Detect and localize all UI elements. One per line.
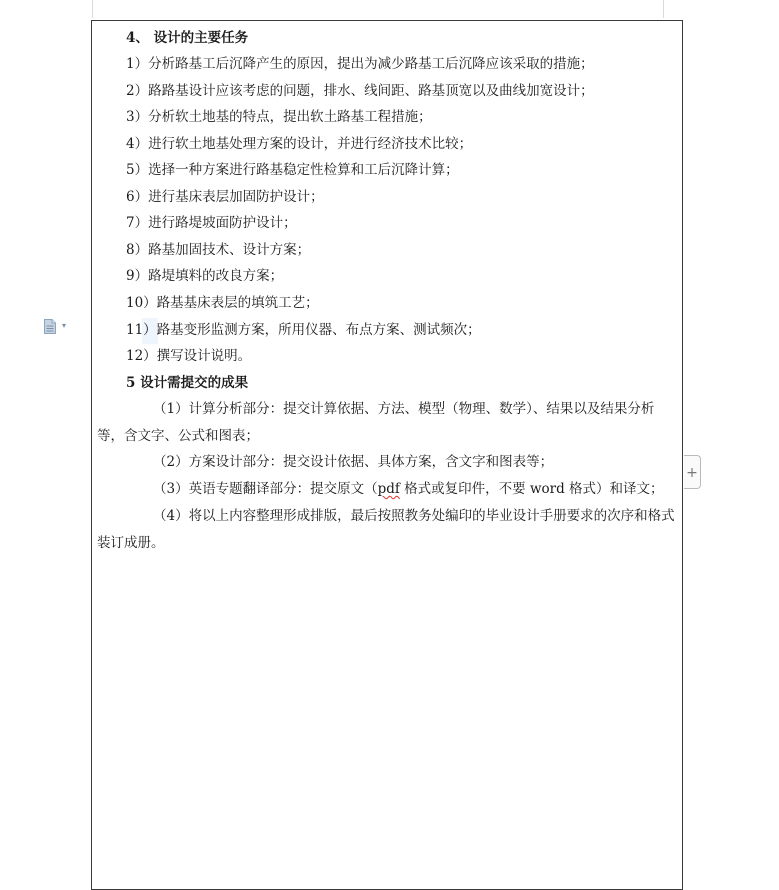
section-4-heading: 4、 设计的主要任务 bbox=[126, 30, 249, 46]
deliverable-paragraph-3 bbox=[97, 476, 679, 503]
spellcheck-flagged-word: pdf bbox=[377, 481, 400, 497]
deliverable-paragraph-1: （1）计算分析部分：提交计算依据、方法、模型（物理、数学）、结果以及结果分析等，含文字、公式和图表； bbox=[97, 401, 655, 444]
task-item-4: 4）进行软土地基处理方案的设计，并进行经济技术比较； bbox=[126, 136, 473, 152]
task-item-10: 10）路基基床表层的填筑工艺； bbox=[126, 295, 319, 311]
deliverable-p3-text-start: （3）英语专题翻译部分：提交原文（ bbox=[153, 481, 378, 497]
task-item-8: 8）路基加固技术、设计方案； bbox=[126, 242, 311, 258]
task-item-11: 11）路基变形监测方案，所用仪器、布点方案、测试频次； bbox=[126, 322, 481, 338]
task-item-12: 12）撰写设计说明。 bbox=[126, 348, 252, 364]
add-row-button[interactable]: + bbox=[684, 455, 701, 489]
task-item-3: 3）分析软土地基的特点，提出软土路基工程措施； bbox=[126, 109, 432, 125]
page-edge-right bbox=[663, 0, 664, 18]
section-5-heading: 5 设计需提交的成果 bbox=[126, 375, 249, 391]
deliverable-paragraph-4: （4）将以上内容整理形成排版，最后按照教务处编印的毕业设计手册要求的次序和格式装订成册。 bbox=[97, 508, 675, 551]
task-item-9: 9）路堤填料的改良方案； bbox=[126, 268, 284, 284]
task-item-1: 1）分析路基工后沉降产生的原因，提出为减少路基工后沉降应该采取的措施； bbox=[126, 56, 594, 72]
page-edge-left bbox=[92, 0, 93, 18]
task-item-7: 7）进行路堤坡面防护设计； bbox=[126, 215, 297, 231]
chevron-down-icon[interactable]: ▾ bbox=[62, 321, 67, 330]
task-item-2: 2）路路基设计应该考虑的问题，排水、线间距、路基顶宽以及曲线加宽设计； bbox=[126, 83, 594, 99]
task-item-6: 6）进行基床表层加固防护设计； bbox=[126, 189, 324, 205]
document-icon[interactable] bbox=[44, 319, 56, 334]
task-item-5: 5）选择一种方案进行路基稳定性检算和工后沉降计算； bbox=[126, 162, 459, 178]
deliverable-p3-text-end: 格式或复印件，不要 word 格式）和译文； bbox=[399, 481, 664, 497]
deliverable-paragraph-2: （2）方案设计部分：提交设计依据、具体方案，含文字和图表等； bbox=[153, 454, 554, 470]
